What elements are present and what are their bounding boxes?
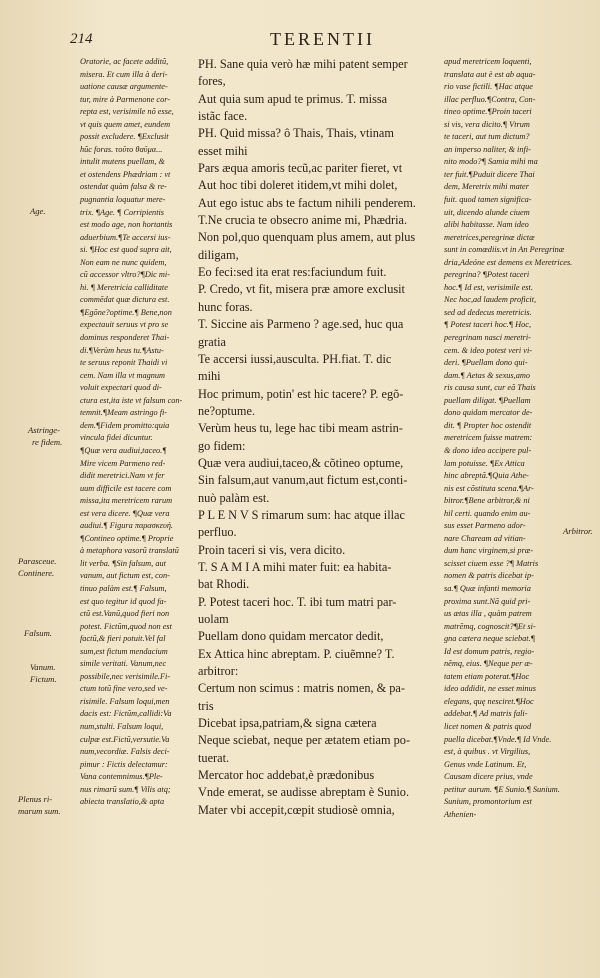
commentary-line: vanum, aut fictum est, con- [80, 571, 170, 581]
left-commentary-column [80, 56, 190, 809]
commentary-line: sum,est fictum mendacium [80, 646, 168, 656]
commentary-line: an imperso naliter, & infi- [444, 144, 531, 154]
verse-line: T.Ne crucia te obsecro anime mi, Phædria. [198, 213, 408, 228]
margin-note-continere: Continere. [18, 568, 55, 578]
commentary-line: illac perfluo.¶Contra, Con- [444, 94, 536, 104]
verse-line: hunc foras. [198, 299, 253, 314]
commentary-line: hinc abreptã.¶Quia Athe- [444, 471, 529, 481]
commentary-line: est quo tegitur id quod fa- [80, 596, 167, 606]
margin-note-plenus: Plenus ri- [18, 794, 53, 804]
commentary-line: ctũ est.Vanũ,quod fieri non [80, 609, 170, 619]
commentary-line: aduerbium.¶Te accersi ius- [80, 232, 171, 242]
verse-line: Puellam dono quidam mercator dedit, [198, 629, 384, 644]
margin-note-arbitror: Arbitror. [563, 526, 593, 536]
verse-line: tuerat. [198, 750, 230, 765]
commentary-line: nis est cõstituta scena.¶Ar- [444, 483, 534, 493]
verse-line: T. S A M I A mihi mater fuit: ea habita- [198, 559, 392, 574]
verse-line: PH. Sane quia verò hæ mihi patent semper [198, 57, 408, 71]
commentary-line: est, à quibus . vt Virgilius, [444, 747, 531, 757]
commentary-line: meretrices,peregrinæ dictæ [444, 232, 535, 242]
commentary-line: proxima sunt.Nã quid pri- [444, 596, 531, 606]
commentary-line: hũc foras. τοῦτο θαῦμα... [80, 144, 163, 154]
commentary-line: intulit mutens puellam, & [80, 157, 165, 167]
commentary-line: petitur aurum. ¶E Sunio.¶ Sunium. [444, 784, 560, 794]
commentary-line: repta est, verisimile nõ esse, [80, 107, 174, 117]
commentary-line: didit meretrici.Nam vt fer [80, 471, 165, 481]
commentary-line: ctura est,ita iste vt falsum con- [80, 395, 183, 405]
margin-note-fidem: re fidem. [32, 437, 63, 447]
commentary-line: vt quis quem amet, eundem [80, 119, 171, 129]
commentary-line: hil certi. quando enim au- [444, 508, 531, 518]
commentary-line: dem, Meretrix mihi mater [444, 182, 529, 192]
commentary-line: trix. ¶Age. ¶ Corripientis [80, 207, 165, 217]
verse-line: P L E N V S rimarum sum: hac atque illac [198, 507, 405, 522]
verse-line: nuò palàm est. [198, 490, 270, 505]
margin-note-fictum: Fictum. [30, 674, 57, 684]
verse-line: perfluo. [198, 525, 237, 540]
margin-note-vanum: Vanum. [30, 662, 56, 672]
commentary-line: sus esset Parmeno ador- [444, 521, 526, 531]
verse-line: Sin falsum,aut vanum,aut fictum est,conti- [198, 473, 408, 488]
commentary-line: rio vase fictili. ¶Hac atque [444, 82, 533, 92]
commentary-line: risimile. Falsum loqui,men [80, 696, 170, 706]
verse-line: esset mihi [198, 143, 248, 158]
verse-line: fores, [198, 74, 226, 89]
verse-line: uolam [198, 612, 229, 626]
verse-line: Non pol,quo quenquam plus amem, aut plus [198, 230, 416, 245]
commentary-line: matrẽmq, cognoscit?¶Et si- [444, 621, 536, 631]
commentary-line: us ætas illa , quàm patrem [444, 609, 532, 619]
commentary-line: hoc.¶ Id est, verisimile est. [444, 282, 533, 292]
verse-line: Dicebat ipsa,patriam,& signa cætera [198, 716, 377, 731]
commentary-line: lit verba. ¶Sin falsum, aut [80, 558, 166, 568]
commentary-line: puella dicebat.¶Vnde.¶ Id Vnde. [444, 734, 552, 744]
commentary-line: tinuo palàm est.¶ Falsum, [80, 583, 167, 593]
commentary-line: potest. Fictũm,quod non est [80, 621, 172, 631]
commentary-line: factũ,& fieri potuit.Vel fal [80, 634, 166, 644]
verse-line: go fidem: [198, 438, 246, 453]
commentary-line: lam potuisse. ¶Ex Attica [444, 458, 525, 468]
commentary-line: sunt in comœdiis.vt in An Peregrinæ [444, 245, 565, 255]
commentary-line: voluit expectari quod di- [80, 383, 162, 393]
commentary-line: ter fuit.¶Puduit dicere Thai [444, 169, 535, 179]
commentary-line: sed ad dedecus meretricis. [444, 307, 532, 317]
commentary-line: te seruus reponit Thaidi vi [80, 358, 168, 368]
margin-note-falsum: Falsum. [24, 628, 52, 638]
verse-line: Quæ vera audiui,taceo,& cõtineo optume, [198, 455, 404, 470]
commentary-line: scisset ciuem esse ?¶ Matris [444, 558, 539, 568]
commentary-line: vincula fidei dicuntur. [80, 433, 153, 443]
commentary-line: num,vecordiæ. Falsis deci- [80, 747, 170, 757]
commentary-line: dem.¶Fidem promitto:quia [80, 420, 170, 430]
commentary-line: elegans, quę nesciret.¶Hoc [444, 696, 534, 706]
verse-line: P. Potest taceri hoc. T. ibi tum matri par- [198, 594, 397, 609]
verse-line: bat Rhodi. [198, 577, 250, 592]
main-text-column [198, 56, 438, 819]
commentary-line: si. ¶Hoc est quod supra ait, [80, 245, 172, 255]
page-number: 214 [70, 31, 93, 47]
commentary-line: gna cætera neque sciebat.¶ [444, 634, 535, 644]
verse-line: P. Credo, vt fit, misera præ amore exclusit [198, 282, 405, 297]
commentary-line: nus rimarũ sum.¶ Vilis atq; [80, 784, 171, 794]
verse-line: Verùm heus tu, lege hac tibi meam astrin- [198, 421, 403, 436]
verse-line: Proin taceri si vis, vera dicito. [198, 542, 346, 557]
right-commentary-column [444, 56, 594, 821]
commentary-line: expectauit seruus vt pro se [80, 320, 169, 330]
commentary-line: te taceri, aut tum dictum? [444, 132, 530, 142]
verse-line: Aut ego istuc abs te factum nihili penderem. [198, 195, 416, 210]
verse-line: arbitror: [198, 664, 239, 679]
commentary-line: Id est domum patris, regio- [444, 646, 535, 656]
commentary-line: dum hanc virginem,si præ- [444, 546, 534, 556]
running-head: TERENTII [270, 29, 375, 49]
commentary-line: dacis est: Fictũm,callidi:Va [80, 709, 172, 719]
verse-line: Eo feci:sed ita erat res:faciundum fuit. [198, 265, 387, 280]
commentary-line: licet nomen & patris quod [444, 721, 532, 731]
verse-line: Ex Attica hinc abreptam. P. ciuẽmne? T. [198, 646, 395, 661]
commentary-line: abiecta translatio,& apta [80, 797, 165, 807]
commentary-line: cem. Nam illa vt magnum [80, 370, 166, 380]
verse-line: mihi [198, 369, 221, 384]
verse-line: PH. Quid missa? ô Thais, Thais, vtinam [198, 126, 394, 141]
commentary-line: nẽmq, eius. ¶Neque per æ- [444, 659, 533, 669]
commentary-line: num,stulti. Falsum loqui, [80, 721, 164, 731]
commentary-line: dit. ¶ Propter hoc ostendit [444, 420, 532, 430]
verse-line: Te accersi iussi,ausculta. PH.fiat. T. dic [198, 351, 392, 366]
verse-line: Vnde emerat, se audisse abreptam è Sunio. [198, 785, 410, 800]
commentary-line: missa,ita meretricem rarum [80, 496, 173, 506]
commentary-line: ¶Quæ vera audiui,taceo.¶ [80, 445, 167, 455]
commentary-line: ostendat quàm falsa & re- [80, 182, 167, 192]
margin-note-astringere: Astringe- [28, 425, 60, 435]
commentary-line: fuit. quod tamen significa- [444, 195, 532, 205]
commentary-line: est modo age, non hortantis [80, 220, 173, 230]
verse-line: gratia [198, 334, 226, 349]
verse-line: Mater vbi accepit,cœpit studiosè omnia, [198, 802, 395, 817]
margin-note-parasceue: Parasceue. [18, 556, 57, 566]
commentary-line: simile veritati. Vanum,nec [80, 659, 167, 669]
verse-line: Neque sciebat, neque per ætatem etiam po- [198, 733, 411, 748]
commentary-line: addebat.¶ Ad matris fali- [444, 709, 528, 719]
commentary-line: ris causa sunt, cur eã Thais [444, 383, 536, 393]
commentary-line: di.¶Verùm heus tu.¶Astu- [80, 345, 164, 355]
commentary-line: bitror.¶Bene arbitror,& ni [444, 496, 530, 506]
commentary-line: peregrina? ¶Potest taceri [444, 270, 530, 280]
commentary-line: à metaphora vasorũ translatũ [80, 546, 179, 556]
commentary-line: dria,Adeóne est demens ex Meretrices. [444, 257, 573, 267]
commentary-line: Causam dicere prius, vnde [444, 772, 533, 782]
verse-line: Aut quia sum apud te primus. T. missa [198, 91, 388, 106]
verse-line: Certum non scimus : matris nomen, & pa- [198, 681, 405, 696]
commentary-line: nomen & patris dicebat ip- [444, 571, 534, 581]
commentary-line: possibile,nec verisimile.Fi- [80, 671, 171, 681]
commentary-line: pugnantia loquatur mere- [80, 195, 166, 205]
verse-line: istãc face. [198, 109, 248, 124]
commentary-line: est vera dicere. ¶Quæ vera [80, 508, 170, 518]
commentary-line: Genus vnde Latinum. Et, [444, 759, 527, 769]
verse-line: tris [198, 698, 214, 713]
commentary-line: Oratorie, ac facete additũ, [80, 57, 169, 66]
verse-line: diligam, [198, 247, 239, 262]
commentary-line: hi. ¶ Meretricia calliditate [80, 282, 168, 292]
verse-line: Mercator hoc addebat,è prædonibus [198, 768, 375, 783]
margin-note-rimarum: marum sum. [18, 806, 61, 816]
commentary-line: deri. ¶Puellam dono qui- [444, 358, 528, 368]
commentary-line: culpæ est.Fictũ,versutie.Va [80, 734, 170, 744]
margin-note-age: Age. [30, 206, 46, 216]
commentary-line: ctum totũ fine vero,sed ve- [80, 684, 168, 694]
commentary-line: uatione causæ argumente- [80, 82, 168, 92]
commentary-line: temnit.¶Meam astringo fi- [80, 408, 168, 418]
commentary-line: Sunium, promontorium est [444, 797, 532, 807]
commentary-line: puellam diligat. ¶Puellam [444, 395, 531, 405]
commentary-line: cem. & ideo potest veri vi- [444, 345, 533, 355]
commentary-line: apud meretricem loquenti, [444, 57, 532, 66]
commentary-line: peregrinam nasci meretri- [444, 333, 531, 343]
verse-line: Aut hoc tibi doleret itidem,vt mihi dolet, [198, 178, 398, 193]
verse-line: Hoc primum, potin' est hic tacere? P. egõ- [198, 386, 404, 401]
commentary-line: ¶Contineo optime.¶ Proprie [80, 533, 174, 543]
commentary-line: tur, mire à Parmenone cor- [80, 94, 171, 104]
verse-line: T. Siccine ais Parmeno ? age.sed, huc qua [198, 317, 404, 332]
commentary-line: ¶Egõne?optime.¶ Bene,non [80, 307, 172, 317]
commentary-line: Nec hoc,ad laudem proficit, [444, 295, 537, 305]
commentary-line: pimur : Fictis delectamur: [80, 759, 168, 769]
commentary-line: audiui.¶ Figura παρασκευή. [80, 521, 174, 531]
commentary-line: si vis, vera dicito.¶ Vtrum [444, 119, 530, 129]
commentary-line: meretricem fuisse matrem: [444, 433, 533, 443]
commentary-line: Mire vicem Parmeno red- [80, 458, 166, 468]
commentary-line: nare Chaream ad vitian- [444, 533, 526, 543]
commentary-line: misera. Et cum illa à deri- [80, 69, 168, 79]
commentary-line: alibi habitasse. Nam ideo [444, 220, 529, 230]
commentary-line: cũ accessor vltro?¶Dic mi- [80, 270, 170, 280]
commentary-line: possit excludere. ¶Exclusit [80, 132, 169, 142]
commentary-line: dominus responderet Thai- [80, 333, 170, 343]
commentary-line: uum difficile est tacere com [80, 483, 172, 493]
commentary-line: dono quidam mercator de- [444, 408, 533, 418]
commentary-line: uit, dicendo alunde ciuem [444, 207, 530, 217]
commentary-line: dam.¶ Aetas & sexus,amo [444, 370, 530, 380]
commentary-line: commēdat quæ dictura est. [80, 295, 170, 305]
commentary-line: Non eam ne nunc quidem, [80, 257, 167, 267]
commentary-line: Vana contemnimus.¶Ple- [80, 772, 163, 782]
commentary-line: nito modo?¶ Samia mihi ma [444, 157, 538, 167]
commentary-line: translata aut è est ab aqua- [444, 69, 536, 79]
commentary-line: tineo optime.¶Proin taceri [444, 107, 532, 117]
commentary-line: ideo addidit, ne esset minus [444, 684, 536, 694]
commentary-line: tatem etiam poterat.¶Hoc [444, 671, 530, 681]
commentary-line: & dono ideo accipere pul- [444, 445, 532, 455]
commentary-line: ¶ Potest taceri hoc.¶ Hoc, [444, 320, 532, 330]
verse-line: Pars æqua amoris tecũ,ac pariter fieret, vt [198, 161, 403, 176]
commentary-line: et ostendens Phædriam : vt [80, 169, 171, 179]
commentary-line: sa.¶ Quæ infanti memoria [444, 583, 531, 593]
verse-line: ne?optume. [198, 403, 256, 418]
commentary-line: Athenien- [444, 809, 477, 819]
